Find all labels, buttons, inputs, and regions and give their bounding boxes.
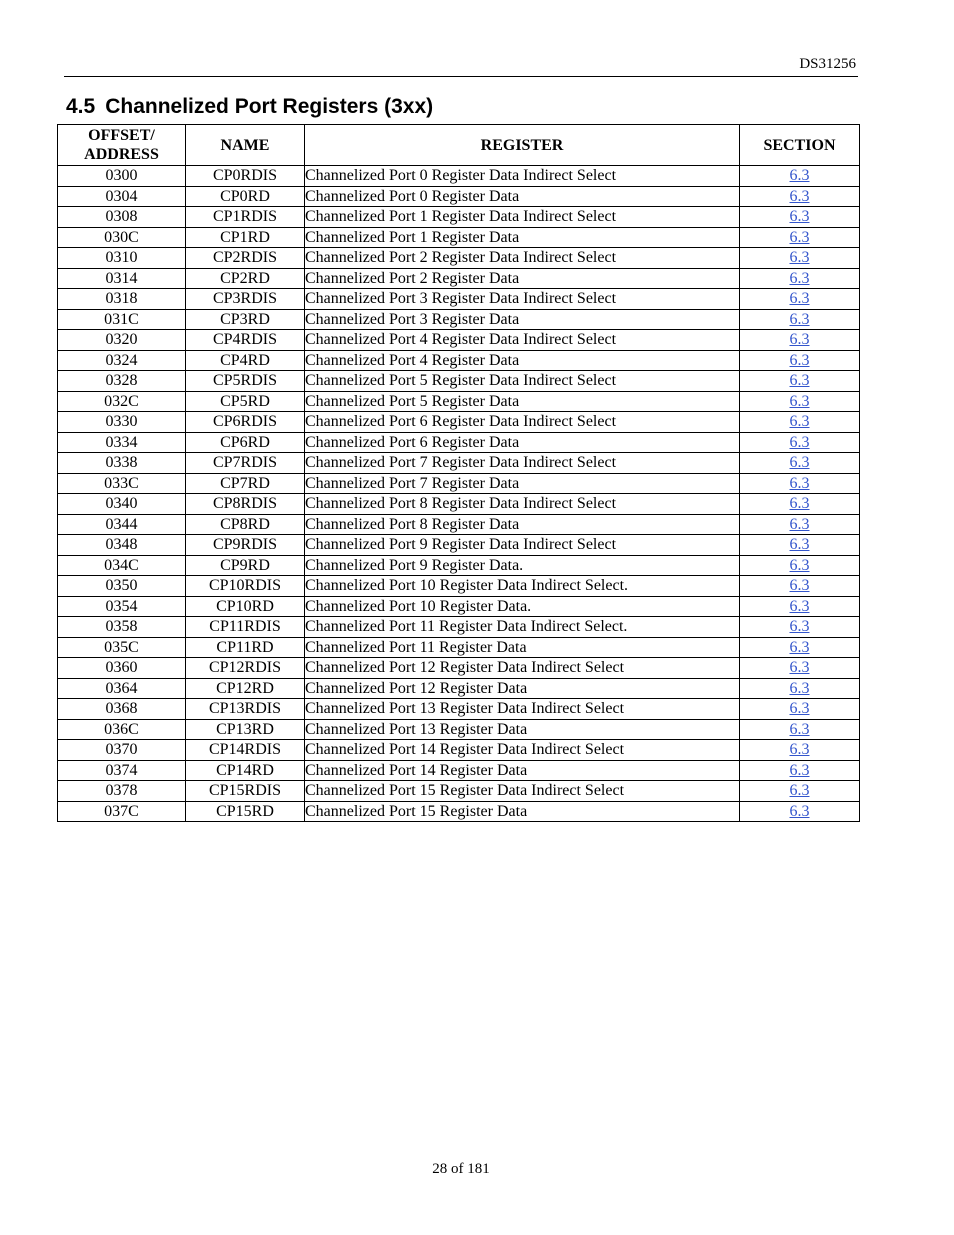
section-link[interactable]: 6.3 [789, 269, 810, 287]
cell-name: CP4RD [186, 350, 305, 371]
cell-name: CP10RD [186, 596, 305, 617]
cell-register: Channelized Port 14 Register Data [305, 760, 740, 781]
table-row [58, 412, 860, 433]
section-link[interactable]: 6.3 [789, 208, 810, 226]
table-row [58, 617, 860, 638]
table-row [58, 740, 860, 761]
section-link[interactable]: 6.3 [789, 495, 810, 513]
cell-offset: 0378 [58, 781, 186, 802]
cell-offset: 0370 [58, 740, 186, 761]
table-row [58, 678, 860, 699]
cell-offset: 0308 [58, 207, 186, 228]
cell-register: Channelized Port 2 Register Data [305, 268, 740, 289]
cell-offset: 0374 [58, 760, 186, 781]
section-link[interactable]: 6.3 [789, 372, 810, 390]
section-link[interactable]: 6.3 [789, 577, 810, 595]
cell-offset: 031C [58, 309, 186, 330]
header-offset-address [58, 125, 186, 166]
cell-offset: 0358 [58, 617, 186, 638]
header-offset-line1: OFFSET/ [88, 127, 155, 144]
section-link[interactable]: 6.3 [789, 761, 810, 779]
table-row [58, 289, 860, 310]
table-row [58, 330, 860, 351]
cell-register: Channelized Port 11 Register Data Indirect Select. [305, 617, 740, 638]
cell-section [740, 719, 860, 740]
cell-register: Channelized Port 5 Register Data Indirect Select [305, 371, 740, 392]
cell-register: Channelized Port 0 Register Data Indirect Select [305, 166, 740, 187]
cell-register: Channelized Port 12 Register Data Indirect Select [305, 658, 740, 679]
cell-register: Channelized Port 0 Register Data [305, 186, 740, 207]
cell-register: Channelized Port 11 Register Data [305, 637, 740, 658]
cell-offset: 035C [58, 637, 186, 658]
table-row [58, 473, 860, 494]
cell-section [740, 412, 860, 433]
table-row [58, 719, 860, 740]
cell-name: CP13RDIS [186, 699, 305, 720]
cell-section [740, 330, 860, 351]
table-row [58, 596, 860, 617]
section-link[interactable]: 6.3 [789, 515, 810, 533]
cell-section [740, 473, 860, 494]
cell-section [740, 432, 860, 453]
cell-name: CP8RDIS [186, 494, 305, 515]
section-link[interactable]: 6.3 [789, 249, 810, 267]
table-row [58, 350, 860, 371]
cell-name: CP2RD [186, 268, 305, 289]
cell-name: CP11RDIS [186, 617, 305, 638]
header-section: SECTION [740, 125, 860, 166]
cell-section [740, 637, 860, 658]
table-row [58, 781, 860, 802]
cell-offset: 037C [58, 801, 186, 822]
cell-section [740, 248, 860, 269]
cell-section [740, 453, 860, 474]
section-link[interactable]: 6.3 [789, 228, 810, 246]
cell-offset: 036C [58, 719, 186, 740]
cell-register: Channelized Port 7 Register Data [305, 473, 740, 494]
cell-offset: 0330 [58, 412, 186, 433]
table-row [58, 699, 860, 720]
cell-register: Channelized Port 8 Register Data [305, 514, 740, 535]
cell-offset: 0304 [58, 186, 186, 207]
table-row [58, 207, 860, 228]
cell-section [740, 535, 860, 556]
cell-name: CP15RD [186, 801, 305, 822]
cell-register: Channelized Port 14 Register Data Indirect Select [305, 740, 740, 761]
cell-register: Channelized Port 15 Register Data [305, 801, 740, 822]
section-link[interactable]: 6.3 [789, 433, 810, 451]
cell-name: CP7RDIS [186, 453, 305, 474]
cell-section [740, 555, 860, 576]
cell-name: CP7RD [186, 473, 305, 494]
cell-name: CP11RD [186, 637, 305, 658]
cell-offset: 0368 [58, 699, 186, 720]
cell-offset: 0320 [58, 330, 186, 351]
cell-name: CP3RD [186, 309, 305, 330]
section-link[interactable]: 6.3 [789, 720, 810, 738]
cell-section [740, 576, 860, 597]
cell-section [740, 494, 860, 515]
section-link[interactable]: 6.3 [789, 392, 810, 410]
cell-register: Channelized Port 12 Register Data [305, 678, 740, 699]
section-link[interactable]: 6.3 [789, 782, 810, 800]
cell-register: Channelized Port 3 Register Data [305, 309, 740, 330]
cell-offset: 030C [58, 227, 186, 248]
table-row [58, 268, 860, 289]
cell-offset: 0310 [58, 248, 186, 269]
cell-section [740, 371, 860, 392]
header-register: REGISTER [305, 125, 740, 166]
section-title-text: Channelized Port Registers (3xx) [105, 95, 434, 118]
cell-offset: 0350 [58, 576, 186, 597]
cell-name: CP5RDIS [186, 371, 305, 392]
section-link[interactable]: 6.3 [789, 679, 810, 697]
table-row [58, 186, 860, 207]
cell-register: Channelized Port 4 Register Data [305, 350, 740, 371]
table-row [58, 658, 860, 679]
header-divider [64, 76, 858, 77]
section-link[interactable]: 6.3 [789, 802, 810, 820]
section-title [66, 94, 433, 120]
table-row [58, 760, 860, 781]
register-table [57, 124, 860, 822]
cell-name: CP0RD [186, 186, 305, 207]
section-link[interactable]: 6.3 [789, 167, 810, 185]
cell-offset: 032C [58, 391, 186, 412]
table-row [58, 801, 860, 822]
cell-name: CP1RDIS [186, 207, 305, 228]
cell-register: Channelized Port 4 Register Data Indirect Select [305, 330, 740, 351]
section-link[interactable]: 6.3 [789, 556, 810, 574]
cell-offset: 0324 [58, 350, 186, 371]
section-link[interactable]: 6.3 [789, 474, 810, 492]
cell-section [740, 678, 860, 699]
cell-name: CP12RD [186, 678, 305, 699]
section-link[interactable]: 6.3 [789, 413, 810, 431]
cell-name: CP1RD [186, 227, 305, 248]
cell-section [740, 617, 860, 638]
cell-section [740, 309, 860, 330]
section-link[interactable]: 6.3 [789, 290, 810, 308]
cell-name: CP13RD [186, 719, 305, 740]
cell-section [740, 781, 860, 802]
cell-section [740, 391, 860, 412]
cell-offset: 0338 [58, 453, 186, 474]
cell-offset: 0314 [58, 268, 186, 289]
section-link[interactable]: 6.3 [789, 454, 810, 472]
cell-section [740, 801, 860, 822]
cell-offset: 0318 [58, 289, 186, 310]
table-row [58, 535, 860, 556]
cell-name: CP5RD [186, 391, 305, 412]
cell-register: Channelized Port 9 Register Data. [305, 555, 740, 576]
cell-section [740, 699, 860, 720]
cell-offset: 0340 [58, 494, 186, 515]
table-row [58, 309, 860, 330]
table-row [58, 432, 860, 453]
cell-register: Channelized Port 7 Register Data Indirect Select [305, 453, 740, 474]
section-link[interactable]: 6.3 [789, 700, 810, 718]
cell-section [740, 658, 860, 679]
cell-register: Channelized Port 2 Register Data Indirect Select [305, 248, 740, 269]
cell-register: Channelized Port 10 Register Data. [305, 596, 740, 617]
page-number: 28 of 181 [432, 1161, 490, 1177]
cell-offset: 0328 [58, 371, 186, 392]
table-row [58, 453, 860, 474]
cell-name: CP9RD [186, 555, 305, 576]
table-row [58, 576, 860, 597]
cell-name: CP2RDIS [186, 248, 305, 269]
cell-section [740, 760, 860, 781]
table-row [58, 248, 860, 269]
cell-name: CP6RDIS [186, 412, 305, 433]
table-row [58, 371, 860, 392]
cell-section [740, 350, 860, 371]
cell-section [740, 596, 860, 617]
cell-offset: 0360 [58, 658, 186, 679]
cell-section [740, 289, 860, 310]
cell-name: CP14RDIS [186, 740, 305, 761]
section-link[interactable]: 6.3 [789, 659, 810, 677]
cell-offset: 033C [58, 473, 186, 494]
cell-register: Channelized Port 10 Register Data Indirect Select. [305, 576, 740, 597]
table-row [58, 391, 860, 412]
section-link[interactable]: 6.3 [789, 741, 810, 759]
cell-offset: 0334 [58, 432, 186, 453]
cell-register: Channelized Port 1 Register Data Indirect Select [305, 207, 740, 228]
section-link[interactable]: 6.3 [789, 351, 810, 369]
cell-offset: 0348 [58, 535, 186, 556]
table-header-row [58, 125, 860, 166]
cell-register: Channelized Port 13 Register Data [305, 719, 740, 740]
cell-register: Channelized Port 8 Register Data Indirect Select [305, 494, 740, 515]
cell-register: Channelized Port 6 Register Data [305, 432, 740, 453]
cell-register: Channelized Port 6 Register Data Indirect Select [305, 412, 740, 433]
cell-name: CP3RDIS [186, 289, 305, 310]
cell-offset: 0354 [58, 596, 186, 617]
table-row [58, 227, 860, 248]
table-row [58, 555, 860, 576]
cell-register: Channelized Port 3 Register Data Indirect Select [305, 289, 740, 310]
table-row [58, 166, 860, 187]
section-number: 4.5 [66, 95, 96, 118]
section-link[interactable]: 6.3 [789, 331, 810, 349]
cell-section [740, 227, 860, 248]
cell-section [740, 186, 860, 207]
table-row [58, 637, 860, 658]
cell-name: CP12RDIS [186, 658, 305, 679]
header-name: NAME [186, 125, 305, 166]
section-link[interactable]: 6.3 [789, 638, 810, 656]
cell-name: CP9RDIS [186, 535, 305, 556]
header-offset-line2: ADDRESS [84, 146, 159, 163]
register-table-body [58, 166, 860, 822]
cell-section [740, 207, 860, 228]
cell-register: Channelized Port 13 Register Data Indirect Select [305, 699, 740, 720]
cell-section [740, 514, 860, 535]
cell-name: CP4RDIS [186, 330, 305, 351]
cell-offset: 0300 [58, 166, 186, 187]
cell-offset: 034C [58, 555, 186, 576]
cell-name: CP0RDIS [186, 166, 305, 187]
table-row [58, 494, 860, 515]
cell-section [740, 268, 860, 289]
cell-register: Channelized Port 1 Register Data [305, 227, 740, 248]
cell-offset: 0344 [58, 514, 186, 535]
cell-name: CP8RD [186, 514, 305, 535]
cell-name: CP15RDIS [186, 781, 305, 802]
cell-section [740, 740, 860, 761]
cell-name: CP14RD [186, 760, 305, 781]
cell-register: Channelized Port 5 Register Data [305, 391, 740, 412]
section-link[interactable]: 6.3 [789, 618, 810, 636]
section-link[interactable]: 6.3 [789, 310, 810, 328]
cell-name: CP6RD [186, 432, 305, 453]
cell-offset: 0364 [58, 678, 186, 699]
cell-register: Channelized Port 15 Register Data Indirect Select [305, 781, 740, 802]
table-row [58, 514, 860, 535]
cell-name: CP10RDIS [186, 576, 305, 597]
cell-register: Channelized Port 9 Register Data Indirect Select [305, 535, 740, 556]
section-link[interactable]: 6.3 [789, 187, 810, 205]
section-link[interactable]: 6.3 [789, 597, 810, 615]
section-link[interactable]: 6.3 [789, 536, 810, 554]
cell-section [740, 166, 860, 187]
document-id: DS31256 [799, 56, 856, 72]
